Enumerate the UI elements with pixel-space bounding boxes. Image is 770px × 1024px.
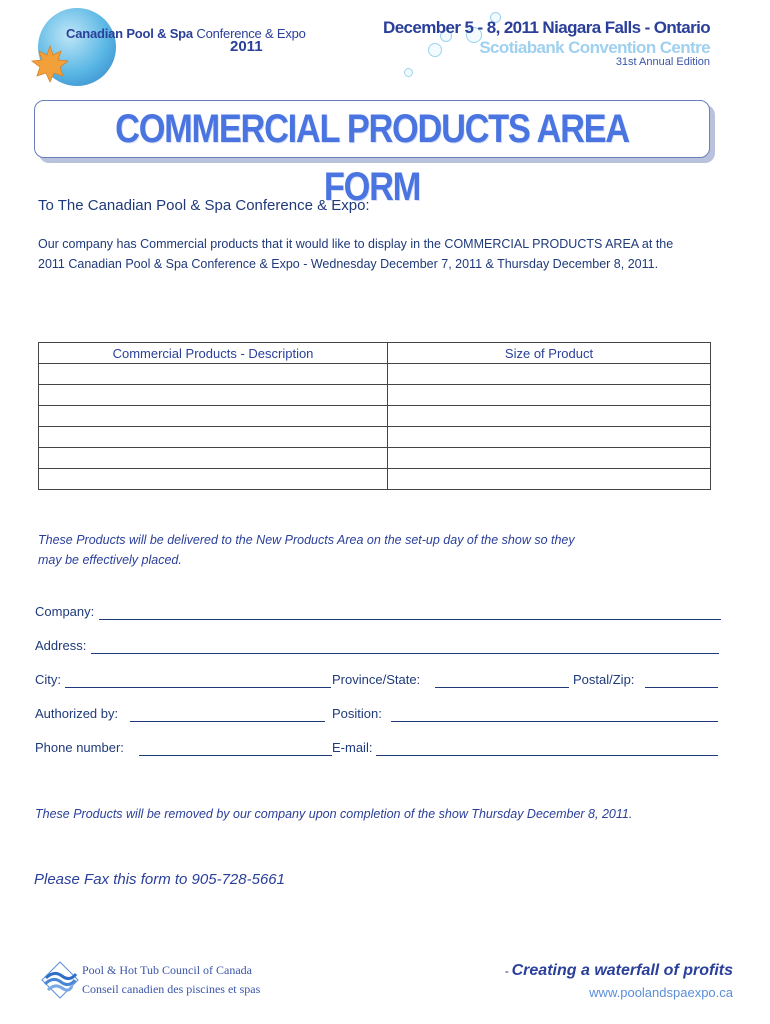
postal-field[interactable] <box>645 687 718 688</box>
products-table <box>38 342 711 490</box>
description-cell[interactable] <box>39 448 388 469</box>
contact-row <box>35 740 721 758</box>
removal-note: These Products will be removed by our company upon completion of the show Thursday December 8, 2011. <box>35 807 633 821</box>
table-row <box>39 469 711 490</box>
address-label: Address: <box>35 638 87 653</box>
table-row <box>39 406 711 427</box>
position-label: Position: <box>332 706 382 721</box>
addressee-line: To The Canadian Pool & Spa Conference & Expo: <box>38 197 370 214</box>
province-label: Province/State: <box>332 672 421 687</box>
delivery-note: These Products will be delivered to the New Products Area on the set-up day of the show so they may be effectively placed. <box>38 533 575 567</box>
council-name-french: Conseil canadien des piscines et spas <box>82 982 261 996</box>
address-field[interactable] <box>91 653 719 654</box>
slogan-dash: - <box>504 964 509 978</box>
fax-instruction: Please Fax this form to 905-728-5661 <box>34 871 285 888</box>
size-cell[interactable] <box>388 448 711 469</box>
description-cell[interactable] <box>39 427 388 448</box>
event-edition: 31st Annual Edition <box>615 56 710 68</box>
position-field[interactable] <box>391 721 718 722</box>
bubble-decoration <box>404 68 413 77</box>
council-name-english: Pool & Hot Tub Council of Canada <box>82 963 253 977</box>
province-field[interactable] <box>435 687 569 688</box>
website-link[interactable]: www.poolandspaexpo.ca <box>589 985 733 1000</box>
table-row <box>39 448 711 469</box>
email-field[interactable] <box>376 755 718 756</box>
slogan-text: Creating a waterfall of profits <box>511 962 733 979</box>
slogan <box>505 962 733 980</box>
size-cell[interactable] <box>388 427 711 448</box>
email-label: E-mail: <box>332 740 373 755</box>
city-row <box>35 672 721 690</box>
company-field[interactable] <box>99 619 721 620</box>
size-cell[interactable] <box>388 406 711 427</box>
phone-field[interactable] <box>139 755 332 756</box>
description-cell[interactable] <box>39 385 388 406</box>
postal-label: Postal/Zip: <box>573 672 635 687</box>
address-row <box>35 638 721 656</box>
phone-label: Phone number: <box>35 740 124 755</box>
authorized-field[interactable] <box>130 721 325 722</box>
company-label: Company: <box>35 604 95 619</box>
company-row <box>35 604 721 622</box>
conference-name: Canadian Pool & Spa Conference & Expo <box>66 26 306 41</box>
conference-year: 2011 <box>230 38 263 55</box>
authorized-row <box>35 706 721 724</box>
city-field[interactable] <box>65 687 331 688</box>
description-cell[interactable] <box>39 364 388 385</box>
description-cell[interactable] <box>39 406 388 427</box>
table-row <box>39 427 711 448</box>
size-cell[interactable] <box>388 385 711 406</box>
column-header-size: Size of Product <box>388 343 711 364</box>
table-row <box>39 364 711 385</box>
event-dates-location: December 5 - 8, 2011 Niagara Falls - Ontario <box>383 18 710 37</box>
bubble-decoration <box>428 43 442 57</box>
intro-paragraph: Our company has Commercial products that it would like to display in the COMMERCIAL PRODUCTS AREA at the 2011 Canadian Pool & Spa Conference & Expo - Wednesday December 7, 2011 & Thursday December 8, 2011. <box>38 237 674 271</box>
page-title: COMMERCIAL PRODUCTS AREA FORM <box>115 107 629 209</box>
council-wave-logo <box>40 960 80 1000</box>
maple-leaf-icon <box>30 44 70 84</box>
city-label: City: <box>35 672 61 687</box>
authorized-label: Authorized by: <box>35 706 119 721</box>
table-row <box>39 385 711 406</box>
description-cell[interactable] <box>39 469 388 490</box>
event-venue: Scotiabank Convention Centre <box>479 38 710 57</box>
size-cell[interactable] <box>388 364 711 385</box>
table-header-row <box>39 343 711 364</box>
column-header-description: Commercial Products - Description <box>39 343 388 364</box>
size-cell[interactable] <box>388 469 711 490</box>
